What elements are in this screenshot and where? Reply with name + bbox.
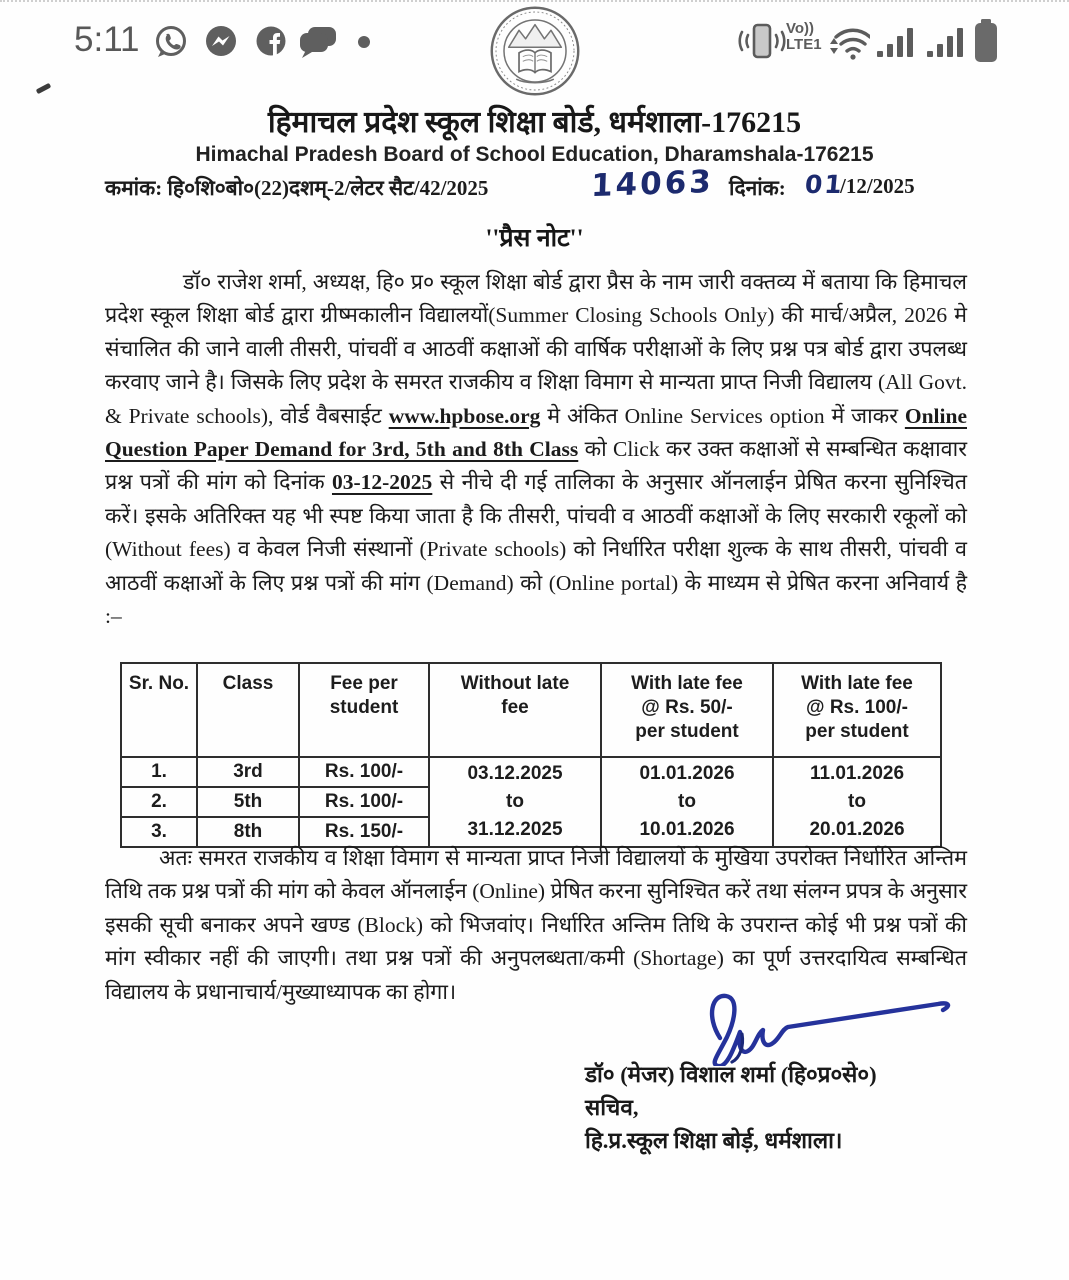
battery-icon [972, 18, 1000, 64]
col-header-late-100: With late fee @ Rs. 100/- per student [773, 663, 941, 757]
para1-text-3: को Click कर उक्त कक्षाओं से सम्बन्धित कक्षावार प्रश्न पत्रों की मांग को दिनांक [105, 437, 967, 495]
vibrate-icon [738, 23, 786, 61]
cell-fee: Rs. 150/- [299, 817, 429, 847]
signature-ink [682, 988, 972, 1066]
start-date-underlined: 03-12-2025 [331, 470, 433, 495]
messenger-icon [203, 24, 239, 60]
col-header-fee: Fee per student [299, 663, 429, 757]
signal-icon-2 [926, 26, 966, 58]
hpbose-seal-logo [487, 4, 583, 98]
volte-indicator [786, 21, 822, 53]
cell-sr: 1. [121, 757, 197, 787]
col-header-sr-no: Sr. No. [121, 663, 197, 757]
table-header-row [121, 663, 941, 757]
cell-class: 5th [197, 787, 299, 817]
cell-sr: 2. [121, 787, 197, 817]
col-header-late-50: With late fee @ Rs. 50/- per student [601, 663, 773, 757]
signatory-name: डॉ० (मेजर) विशाल शर्मा (हि०प्र०से०) [585, 1062, 877, 1087]
reference-line [105, 163, 965, 210]
org-name-hindi: हिमाचल प्रदेश स्कूल शिक्षा बोर्ड, धर्मशाला-176215 [267, 106, 802, 139]
online-demand-link-text: Online Question Paper Demand for 3rd, 5th and 8th Class [105, 403, 967, 462]
cell-class: 3rd [197, 757, 299, 787]
facebook-icon [254, 25, 288, 59]
cell-class: 8th [197, 817, 299, 847]
press-note-paragraph-1 [105, 266, 967, 633]
clock-time: 5:11 [74, 20, 140, 59]
cell-sr: 3. [121, 817, 197, 847]
cell-without-late-range: 03.12.2025 to 31.12.2025 [429, 757, 601, 847]
signal-icon [876, 26, 916, 58]
whatsapp-icon [153, 24, 189, 60]
signatory-organization: हि.प्र.स्कूल शिक्षा बोर्ड़, धर्मशाला। [585, 1128, 843, 1153]
table-row [121, 757, 941, 787]
date-month-year: /12/2025 [840, 174, 915, 198]
date-day-handwritten: 01 [803, 170, 846, 199]
volte-line1: Vo)) [786, 20, 815, 37]
website-url-text: www.hpbose.org [388, 403, 541, 428]
cell-fee: Rs. 100/- [299, 757, 429, 787]
cell-fee: Rs. 100/- [299, 787, 429, 817]
para1-text-2: मे अंकित Online Services option में जाकर [540, 403, 905, 428]
cell-late-100-range: 11.01.2026 to 20.01.2026 [773, 757, 941, 847]
para1-text-1: डॉ० राजेश शर्मा, अध्यक्ष, हि० प्र० स्कूल शिक्षा बोर्ड द्वारा प्रैस के नाम जारी वक्तव्य में बताया कि हिमाचल प्रदेश स्कूल शिक्षा बोर्ड द्वारा ग्रीष्मकालीन विद्यालयों(Summer Closing Schools Only) की मार्च/अप्रैल, 2026 मे संचालित की जाने वाली तीसरी, पांचवीं व आठवीं कक्षाओं की वार्षिक परीक्षाओं के लिए प्रश्न पत्र बोर्ड द्वारा उपलब्ध करवाए जाने है। जिसके लिए प्रदेश के समरत राजकीय व शिक्षा विमाग से मान्यता प्राप्त निजी विद्यालय (All Govt. & Private schools), वोर्ड वैबसाईट [105, 270, 967, 428]
ref-number-label: कमांक: हि०शि०बो०(22)दशम्-2/लेटर सैट/42/2025 [105, 176, 489, 200]
fee-schedule-table [120, 662, 942, 848]
cell-late-50-range: 01.01.2026 to 10.01.2026 [601, 757, 773, 847]
col-header-class: Class [197, 663, 299, 757]
notification-dot-icon [358, 36, 370, 48]
signature-block [585, 1058, 877, 1157]
press-note-paragraph-2: अतः समरत राजकीय व शिक्षा विमाग से मान्यता प्राप्त निजी विद्यालयों के मुखिया उपरोक्त निर्धारित अन्तिम तिथि तक प्रश्न पत्रों की मांग को केवल ऑनलाईन (Online) प्रेषित करना सुनिश्चित करें तथा संलग्न प्रपत्र के अनुसार इसकी सूची बनाकर अपने खण्ड (Block) को भिजवांए। निर्धारित अन्तिम तिथि के उपरान्त कोई भी प्रश्न पत्रों की मांग स्वीकार नहीं की जाएगी। तथा प्रश्न पत्रों की अनुपलब्धता/कमी (Shortage) का पूर्ण उत्तरदायित्व सम्बन्धित विद्यालय के प्रधानाचार्य/मुख्याध्यापक का होगा। [105, 846, 967, 1004]
volte-line2: LTE1 [786, 36, 822, 53]
para1-text-4: से नीचे दी गई तालिका के अनुसार ऑनलाईन प्रेषित करना सुनिश्चित करें। इसके अतिरिक्त यह भी स्पष्ट किया जाता है कि तीसरी, पांचवी व आठवीं कक्षाओं के लिए सरकारी रकूलों को (Without fees) व केवल निजी संस्थानों (Private schools) को निर्धारित परीक्षा शुल्क के साथ तीसरी, पांचवी व आठवीं कक्षाओं के लिए प्रश्न पत्रों की मांग (Demand) को (Online portal) के माध्यम से प्रेषित करना अनिवार्य है :– [105, 470, 967, 629]
press-note-title: ''प्रैस नोट'' [485, 225, 584, 252]
col-header-without-late: Without late fee [429, 663, 601, 757]
signatory-designation: सचिव, [585, 1095, 639, 1120]
date-label: दिनांक: [729, 176, 786, 200]
ref-number-handwritten: 14063 [590, 163, 715, 205]
org-name-english: Himachal Pradesh Board of School Education, Dharamshala-176215 [195, 143, 874, 166]
wifi-icon [826, 24, 870, 60]
messages-icon [298, 26, 340, 60]
